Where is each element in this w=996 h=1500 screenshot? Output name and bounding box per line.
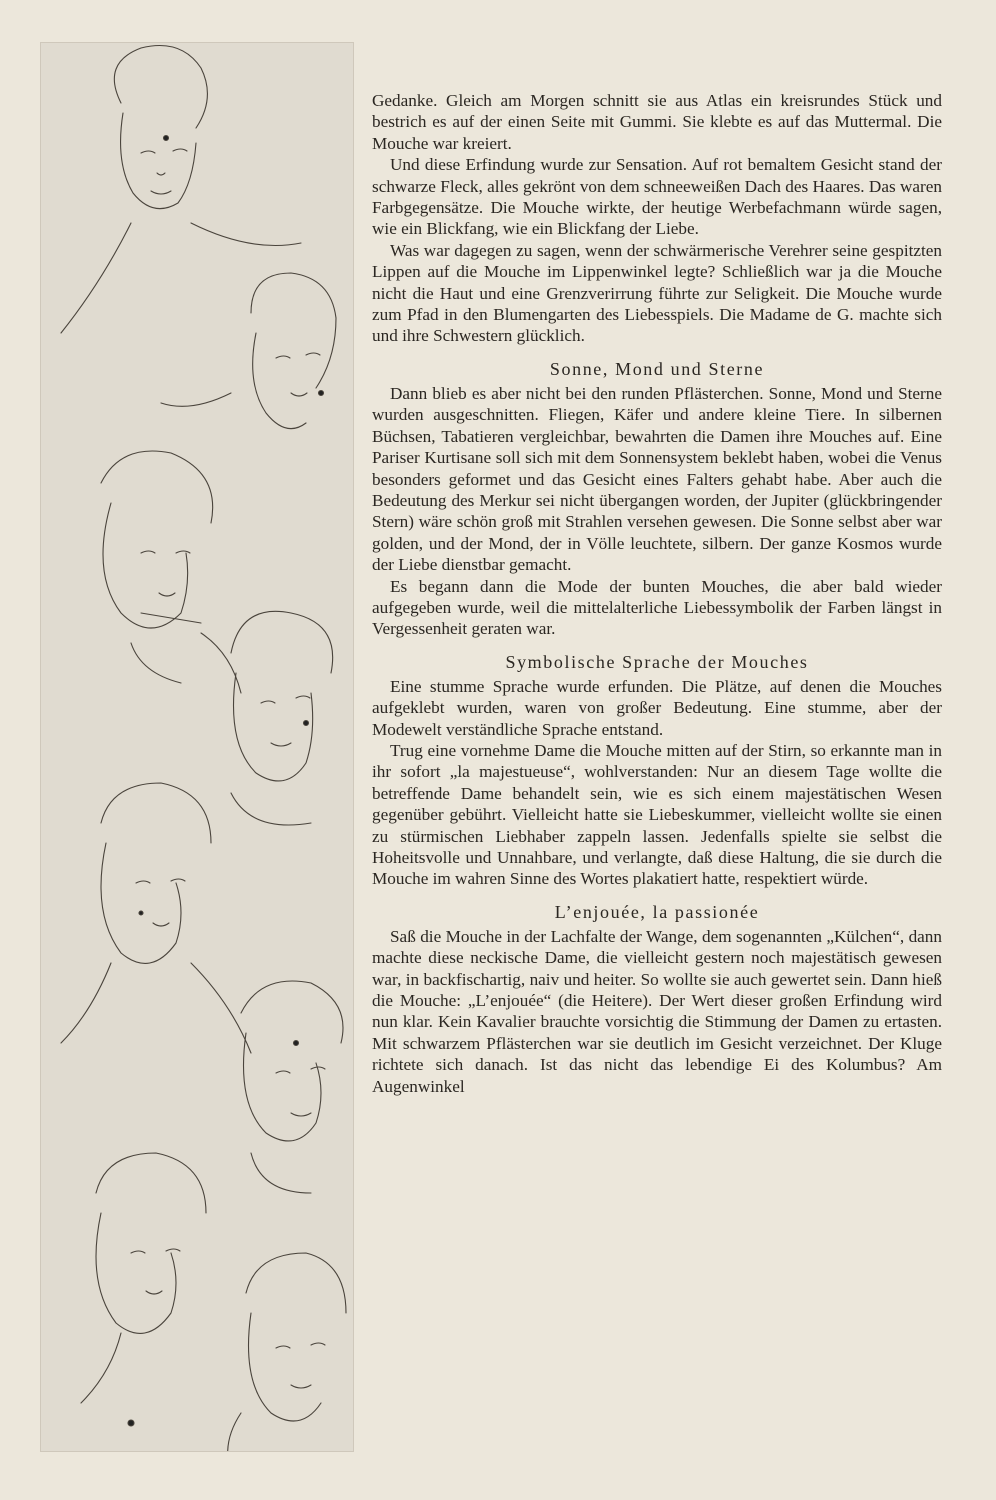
sketch-face	[101, 451, 241, 693]
sketch-face	[161, 273, 336, 429]
paragraph: Was war dagegen zu sagen, wenn der schwärmerische Verehrer seine gespitzten Lippen auf die Mouche im Lippenwinkel legte? Schließlich war ja die Mouche nicht die Haut und eine Grenzverirrung führte zur Seligkeit. Die Mouche wurde zum Pfad in den Blumengarten des Liebesspiels. Die Madame de G. machte sich und ihre Schwestern glücklich.	[372, 240, 942, 346]
sketch-face	[241, 981, 343, 1193]
paragraph: Saß die Mouche in der Lachfalte der Wange, dem sogenannten „Külchen“, dann machte diese neckische Dame, die vielleicht gestern noch majestätisch gewesen war, in backfischartig, naiv und heiter. So wollte sie auch gewertet sein. Dann hieß die Mouche: „L’enjouée“ (die Heitere). Der Wert dieser großen Erfindung wird nun klar. Kein Kavalier brauchte vorsichtig die Stimmung der Damen zu ertasten. Mit schwarzem Pflästerchen war sie deutlich im Gesicht verzeichnet. Der Kluge richtete sich danach. Ist das nicht das lebendige Ei des Kolumbus? Am Augenwinkel	[372, 926, 942, 1096]
paragraph: Es begann dann die Mode der bunten Mouches, die aber bald wieder aufgegeben wurde, weil die mittelalterliche Liebessymbolik der Farben längst in Vergessenheit geraten war.	[372, 576, 942, 639]
section-heading: Sonne, Mond und Sterne	[549, 358, 765, 379]
section-heading: L’enjouée, la passionée	[554, 901, 760, 922]
paragraph: Trug eine vornehme Dame die Mouche mitten auf der Stirn, so erkannte man in ihr sofort „la majestueuse“, wohlverstanden: Nur an diesem Tage wollte die betreffende Dame behandelt sein, wie es sich einem majestätischen Wesen gegenüber gebührt. Vielleicht hatte sie Liebeskummer, vielleicht wollte sie einen zu stürmischen Liebhaber zappeln lassen. Jedenfalls spielte sie selbst die Hoheitsvolle und Unnahbare, und verlangte, daß diese Haltung, die sie durch die Mouche im wahren Sinne des Wortes plakatiert hatte, respektiert würde.	[372, 740, 942, 889]
ladies-sketch-illustration	[41, 43, 353, 1451]
paragraph: Dann blieb es aber nicht bei den runden Pflästerchen. Sonne, Mond und Sterne wurden ausgeschnitten. Fliegen, Käfer und andere kleine Tiere. In silbernen Büchsen, Tabatieren vergleichbar, bewahrten die Damen ihre Mouches auf. Eine Pariser Kurtisane soll sich mit dem Sonnensystem beklebt haben, wobei die Venus besonders geformet und das Gesicht eines Falters gehabt habe. Aber auch die Bedeutung des Merkur sei nicht übergangen worden, der Jupiter (glückbringender Stern) wäre schön groß mit Strahlen versehen gewesen. Die Sonne selbst aber war golden, und der Mond, der in Völle leuchtete, silbern. Der ganze Kosmos wurde der Liebe dienstbar gemacht.	[372, 383, 942, 575]
sketch-face	[81, 1153, 206, 1426]
sketch-face	[61, 783, 251, 1053]
illustration-panel	[40, 42, 354, 1452]
sketch-face	[228, 1253, 346, 1451]
sketch-face	[61, 46, 301, 334]
paragraph: Eine stumme Sprache wurde erfunden. Die Plätze, auf denen die Mouches aufgeklebt wurden, waren von großer Bedeutung. Eine stumme, aber der Modewelt verständliche Sprache entstand.	[372, 676, 942, 739]
article-text	[372, 90, 942, 1097]
paragraph: Gedanke. Gleich am Morgen schnitt sie aus Atlas ein kreisrundes Stück und bestrich es auf der einen Seite mit Gummi. Sie klebte es auf das Muttermal. Die Mouche war kreiert.	[372, 91, 942, 153]
paragraph: Und diese Erfindung wurde zur Sensation. Auf rot bemaltem Gesicht stand der schwarze Fleck, alles gekrönt von dem schneeweißen Dach des Haares. Das waren Farbgegensätze. Die Mouche wirkte, der heutige Werbefachmann würde sagen, wie ein Blickfang, wie ein Blickfang der Liebe.	[372, 155, 942, 239]
section-heading: Symbolische Sprache der Mouches	[505, 651, 809, 672]
sketch-face	[231, 611, 333, 825]
